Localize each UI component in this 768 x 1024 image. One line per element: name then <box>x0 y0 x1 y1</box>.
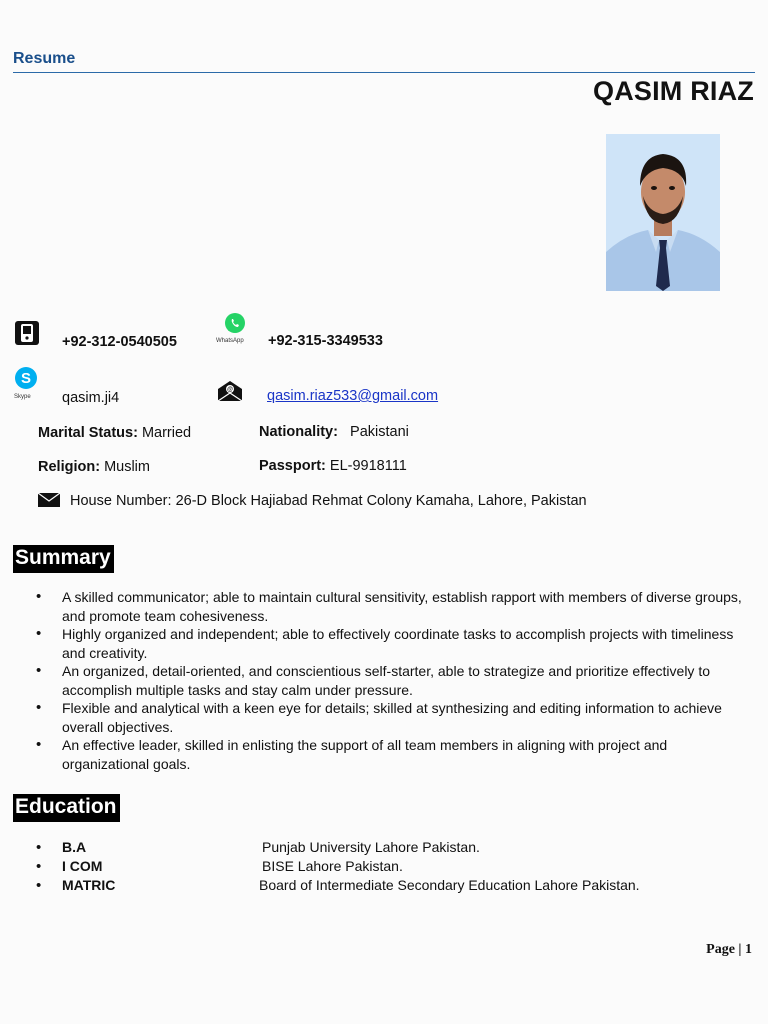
marital-status-value: Married <box>141 425 192 441</box>
education-item <box>36 838 756 857</box>
summary-list <box>36 588 756 773</box>
svg-text:@: @ <box>227 387 233 393</box>
religion-value: Muslim <box>104 459 150 475</box>
passport-value: EL-9918111 <box>329 458 407 474</box>
education-item <box>36 857 756 876</box>
marital-status-label: Marital Status: <box>38 425 138 441</box>
candidate-name: QASIM RIAZ <box>593 76 754 106</box>
whatsapp-icon <box>224 312 246 339</box>
phone-number[interactable]: +92-312-0540505 <box>62 334 177 350</box>
address: House Number: 26-D Block Hajiabad Rehmat Colony Kamaha, Lahore, Pakistan <box>70 493 587 509</box>
phone-icon <box>14 320 40 351</box>
page-number: Page | 1 <box>706 942 752 957</box>
education-degree: • MATRIC <box>62 877 116 893</box>
whatsapp-label: WhatsApp <box>216 338 244 344</box>
header-divider <box>13 72 755 73</box>
skype-label: Skype <box>14 394 31 400</box>
education-list <box>36 838 756 895</box>
profile-photo <box>606 134 720 291</box>
education-institution: Board of Intermediate Secondary Education Lahore Pakistan. <box>259 877 640 893</box>
religion-label: Religion: <box>38 459 101 475</box>
passport-label: Passport: <box>259 458 326 474</box>
summary-item: • An effective leader, skilled in enlisting the support of all team members in aligning with project and organizational goals. <box>36 736 756 773</box>
nationality <box>259 424 409 440</box>
summary-item: • A skilled communicator; able to maintain cultural sensitivity, establish rapport with members of diverse groups, and promote team cohesiveness. <box>36 588 756 625</box>
passport <box>259 458 407 474</box>
summary-item: • An organized, detail-oriented, and conscientious self-starter, able to strategize and prioritize effectively to accomplish multiple tasks and stay calm under pressure. <box>36 662 756 699</box>
religion <box>38 459 150 475</box>
nationality-label: Nationality: <box>259 424 338 440</box>
address-envelope-icon <box>38 493 60 512</box>
email-icon <box>217 380 243 407</box>
education-heading: Education <box>13 794 120 822</box>
email-link[interactable]: qasim.riaz533@gmail.com <box>267 388 439 404</box>
education-degree: • I COM <box>62 858 103 874</box>
nationality-value: Pakistani <box>350 424 409 440</box>
skype-handle[interactable]: qasim.ji4 <box>62 390 120 406</box>
resume-label: Resume <box>13 50 76 67</box>
svg-text:S: S <box>20 370 32 387</box>
whatsapp-number[interactable]: +92-315-3349533 <box>268 333 383 349</box>
education-degree: • B.A <box>62 839 87 855</box>
summary-item: • Flexible and analytical with a keen eye for details; skilled at synthesizing and editing information to achieve overall objectives. <box>36 699 756 736</box>
skype-icon <box>14 366 38 395</box>
summary-item: • Highly organized and independent; able to effectively coordinate tasks to accomplish projects with timeliness and creativity. <box>36 625 756 662</box>
education-institution: BISE Lahore Pakistan. <box>262 858 403 874</box>
education-item <box>36 876 756 895</box>
summary-heading: Summary <box>13 545 114 573</box>
marital-status <box>38 425 191 441</box>
education-institution: Punjab University Lahore Pakistan. <box>262 839 480 855</box>
